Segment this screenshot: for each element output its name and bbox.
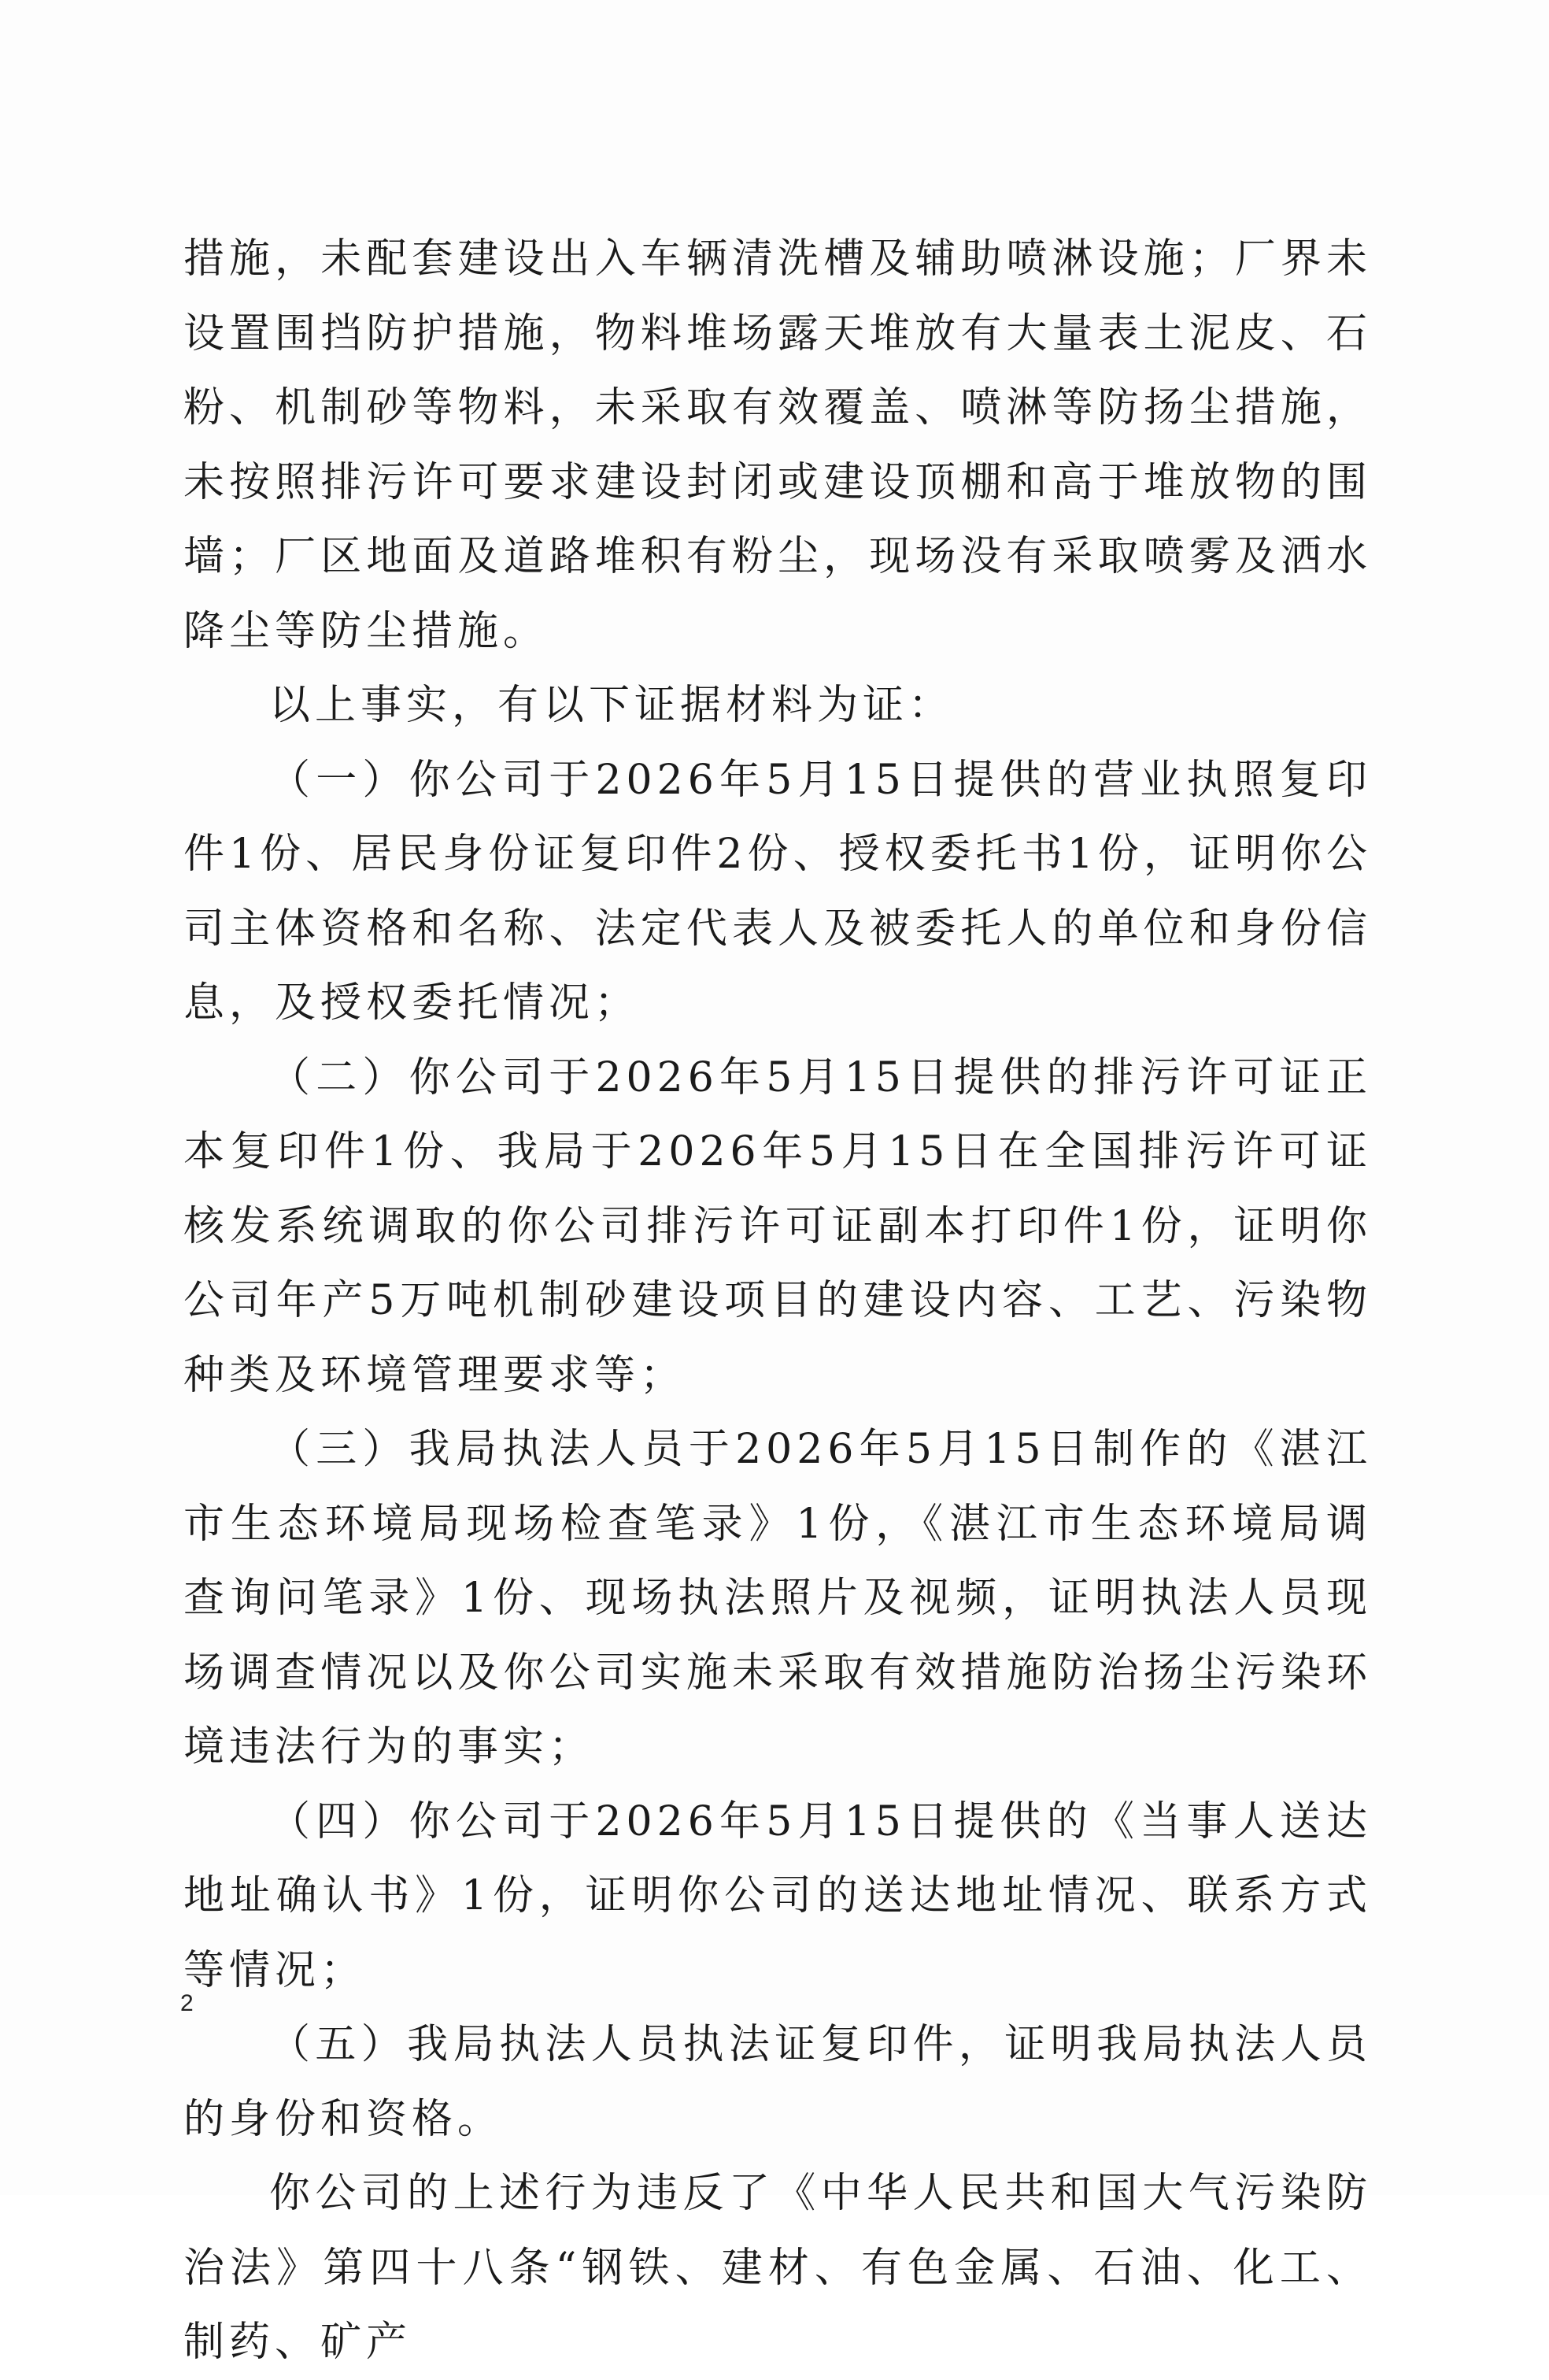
paragraph-evidence-3: （三）我局执法人员于2026年5月15日制作的《湛江市生态环境局现场检查笔录》1份，《湛江市生态环境局调查询问笔录》1份、现场执法照片及视频，证明执法人员现场调查情况以及你公司实施未采取有效措施防治扬尘污染环境违法行为的事实； (183, 1426, 1372, 1771)
paragraph-violation: 你公司的上述行为违反了《中华人民共和国大气污染防治法》第四十八条“钢铁、建材、有色金属、石油、化工、制药、矿产 (183, 2170, 1372, 2366)
paragraph-evidence-1: （一）你公司于2026年5月15日提供的营业执照复印件1份、居民身份证复印件2份、授权委托书1份，证明你公司主体资格和名称、法定代表人及被委托人的单位和身份信息，及授权委托情况； (183, 756, 1372, 1027)
paragraph-evidence-5: （五）我局执法人员执法证复印件，证明我局执法人员的身份和资格。 (183, 2021, 1372, 2143)
page-number: 2 (180, 1990, 194, 2016)
document-body (183, 222, 1372, 2380)
paragraph-evidence-4: （四）你公司于2026年5月15日提供的《当事人送达地址确认书》1份，证明你公司的送达地址情况、联系方式等情况； (183, 1797, 1372, 1994)
paragraph-evidence-2: （二）你公司于2026年5月15日提供的排污许可证正本复印件1份、我局于2026年5月15日在全国排污许可证核发系统调取的你公司排污许可证副本打印件1份，证明你公司年产5万吨机制砂建设项目的建设内容、工艺、污染物种类及环境管理要求等； (183, 1053, 1372, 1399)
paragraph-evidence-intro: 以上事实，有以下证据材料为证： (269, 682, 955, 729)
paragraph-facts-continued: 措施，未配套建设出入车辆清洗槽及辅助喷淋设施；厂界未设置围挡防护措施，物料堆场露天堆放有大量表土泥皮、石粉、机制砂等物料，未采取有效覆盖、喷淋等防扬尘措施，未按照排污许可要求建设封闭或建设顶棚和高于堆放物的围墙；厂区地面及道路堆积有粉尘，现场没有采取喷雾及洒水降尘等防尘措施。 (183, 235, 1372, 655)
